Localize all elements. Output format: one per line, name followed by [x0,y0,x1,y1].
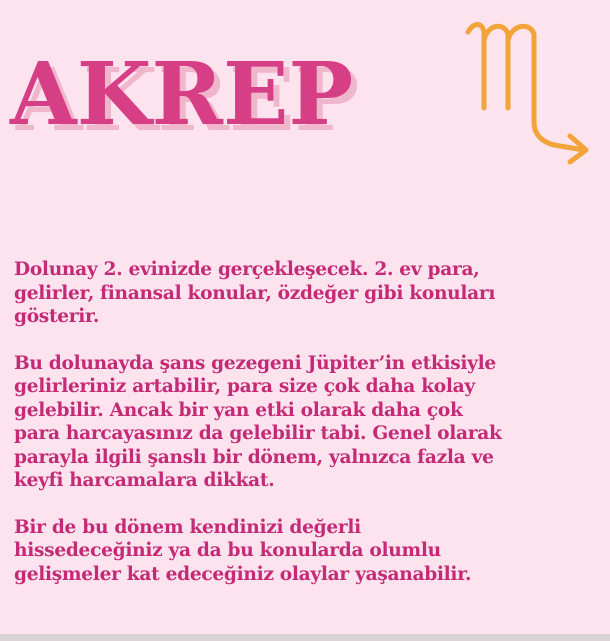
bottom-divider [0,634,610,641]
page-title: AKREP [10,44,354,145]
scorpio-symbol-icon [460,10,600,170]
paragraph-1: Dolunay 2. evinizde gerçekleşecek. 2. ev para, gelirler, finansal konular, özdeğer gibi konuları gösterir. [14,259,496,327]
paragraph-3: Bir de bu dönem kendinizi değerli hissedeceğiniz ya da bu konularda olumlu gelişmeler kat edeceğiniz olaylar yaşanabilir. [14,516,472,585]
paragraph-2: Bu dolunayda şans gezegeni Jüpiter’in etkisiyle gelirleriniz artabilir, para size çok daha kolay gelebilir. Ancak bir yan etki olarak daha çok para harcayasınız da gelebilir tabi. Genel olarak parayla ilgili şanslı bir dönem, yalnızca fazla ve keyfi harcamalara dikkat. [14,352,502,491]
horoscope-text [14,258,598,609]
